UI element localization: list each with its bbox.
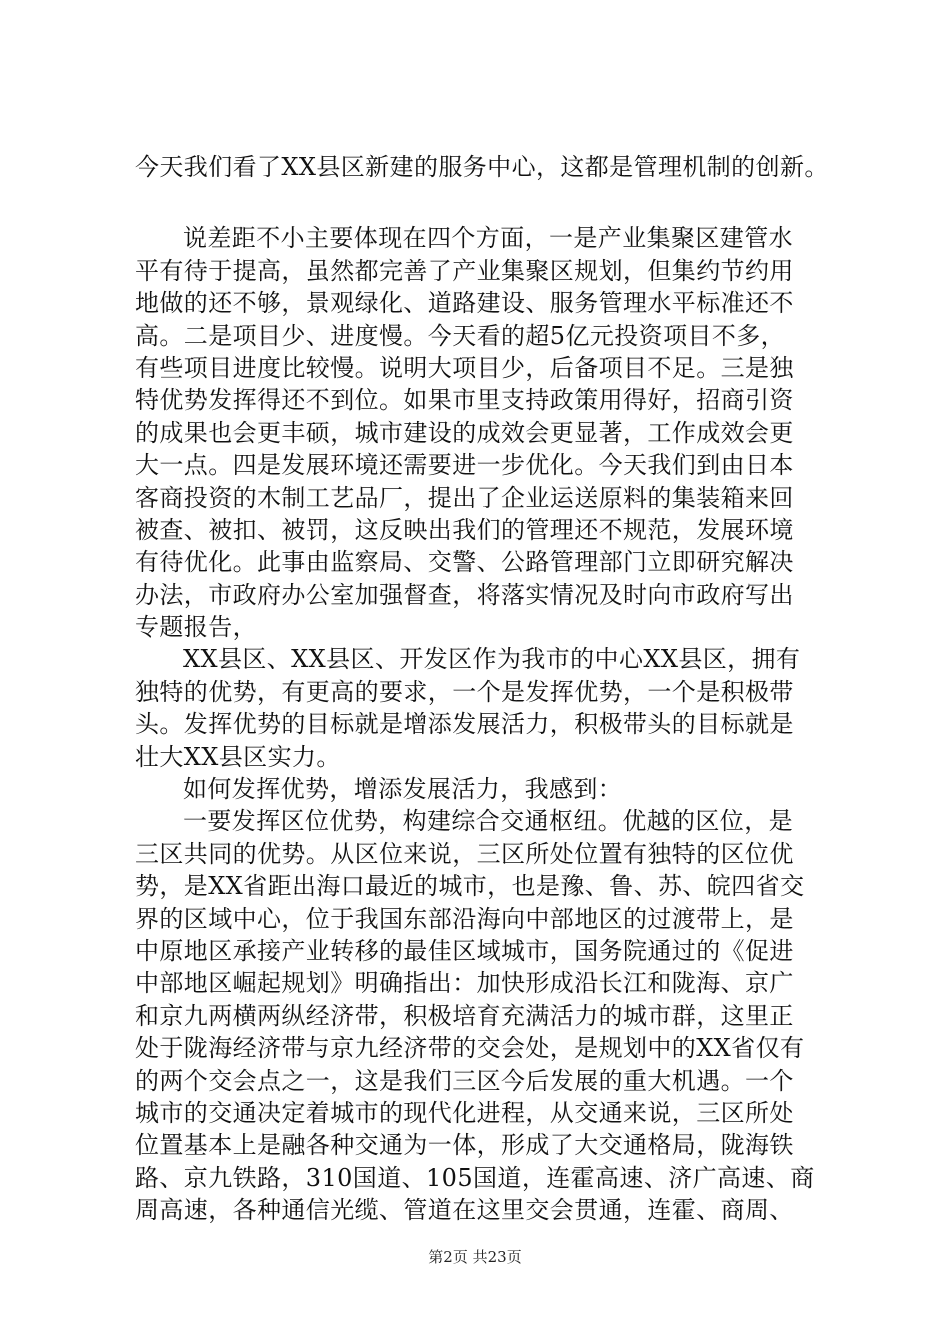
text-line: 界的区域中心，位于我国东部沿海向中部地区的过渡带上，是 — [135, 904, 794, 933]
text-line: 壮大XX县区实力。 — [135, 742, 341, 771]
text-line: 客商投资的木制工艺品厂，提出了企业运送原料的集装箱来回 — [135, 483, 794, 512]
text-line: 平有待于提高，虽然都完善了产业集聚区规划，但集约节约用 — [135, 256, 794, 285]
text-line: 和京九两横两纵经济带，积极培育充满活力的城市群，这里正 — [135, 1001, 794, 1030]
text-line: 三区共同的优势。从区位来说，三区所处位置有独特的区位优 — [135, 839, 794, 868]
paragraph-gap — [135, 183, 835, 222]
text-line: 如何发挥优势，增添发展活力，我感到： — [183, 775, 623, 804]
text-line: 办法，市政府办公室加强督查，将落实情况及时向市政府写出 — [135, 580, 794, 609]
text-line: 路、京九铁路，310国道、105国道，连霍高速、济广高速、商 — [135, 1163, 815, 1192]
text-line: 有待优化。此事由监察局、交警、公路管理部门立即研究解决 — [135, 548, 794, 577]
page-footer: 第2页 共23页 — [428, 1248, 522, 1266]
text-line: XX县区、XX县区、开发区作为我市的中心XX县区，拥有 — [183, 645, 801, 674]
text-line: 有些项目进度比较慢。说明大项目少，后备项目不足。三是独 — [135, 353, 794, 382]
text-line: 位置基本上是融各种交通为一体，形成了大交通格局，陇海铁 — [135, 1131, 794, 1160]
text-line: 今天我们看了XX县区新建的服务中心，这都是管理机制的创新。 — [135, 153, 829, 181]
text-line: 特优势发挥得还不到位。如果市里支持政策用得好，招商引资 — [135, 386, 794, 415]
text-line: 周高速，各种通信光缆、管道在这里交会贯通，连霍、商周、 — [135, 1196, 794, 1225]
text-line: 大一点。四是发展环境还需要进一步优化。今天我们到由日本 — [135, 451, 794, 480]
text-line: 的成果也会更丰硕，城市建设的成效会更显著，工作成效会更 — [135, 418, 794, 447]
text-line: 地做的还不够，景观绿化、道路建设、服务管理水平标准还不 — [135, 289, 794, 318]
text-line: 一要发挥区位优势，构建综合交通枢纽。优越的区位，是 — [183, 807, 793, 836]
text-line: 头。发挥优势的目标就是增添发展活力，积极带头的目标就是 — [135, 710, 794, 739]
text-line: 专题报告， — [135, 613, 257, 642]
text-line: 独特的优势，有更高的要求，一个是发挥优势，一个是积极带 — [135, 677, 794, 706]
text-line: 说差距不小主要体现在四个方面，一是产业集聚区建管水 — [183, 224, 793, 253]
text-line: 高。二是项目少、进度慢。今天看的超5亿元投资项目不多， — [135, 321, 786, 350]
text-line: 的两个交会点之一，这是我们三区今后发展的重大机遇。一个 — [135, 1066, 794, 1095]
text-line: 中原地区承接产业转移的最佳区域城市，国务院通过的《促进 — [135, 936, 794, 965]
text-line: 中部地区崛起规划》明确指出：加快形成沿长江和陇海、京广 — [135, 969, 794, 998]
text-line: 处于陇海经济带与京九经济带的交会处，是规划中的XX省仅有 — [135, 1034, 805, 1063]
text-line: 势，是XX省距出海口最近的城市，也是豫、鲁、苏、皖四省交 — [135, 872, 805, 901]
body-text — [135, 151, 835, 1227]
text-line: 城市的交通决定着城市的现代化进程，从交通来说，三区所处 — [135, 1098, 794, 1127]
text-line: 被查、被扣、被罚，这反映出我们的管理还不规范，发展环境 — [135, 515, 794, 544]
